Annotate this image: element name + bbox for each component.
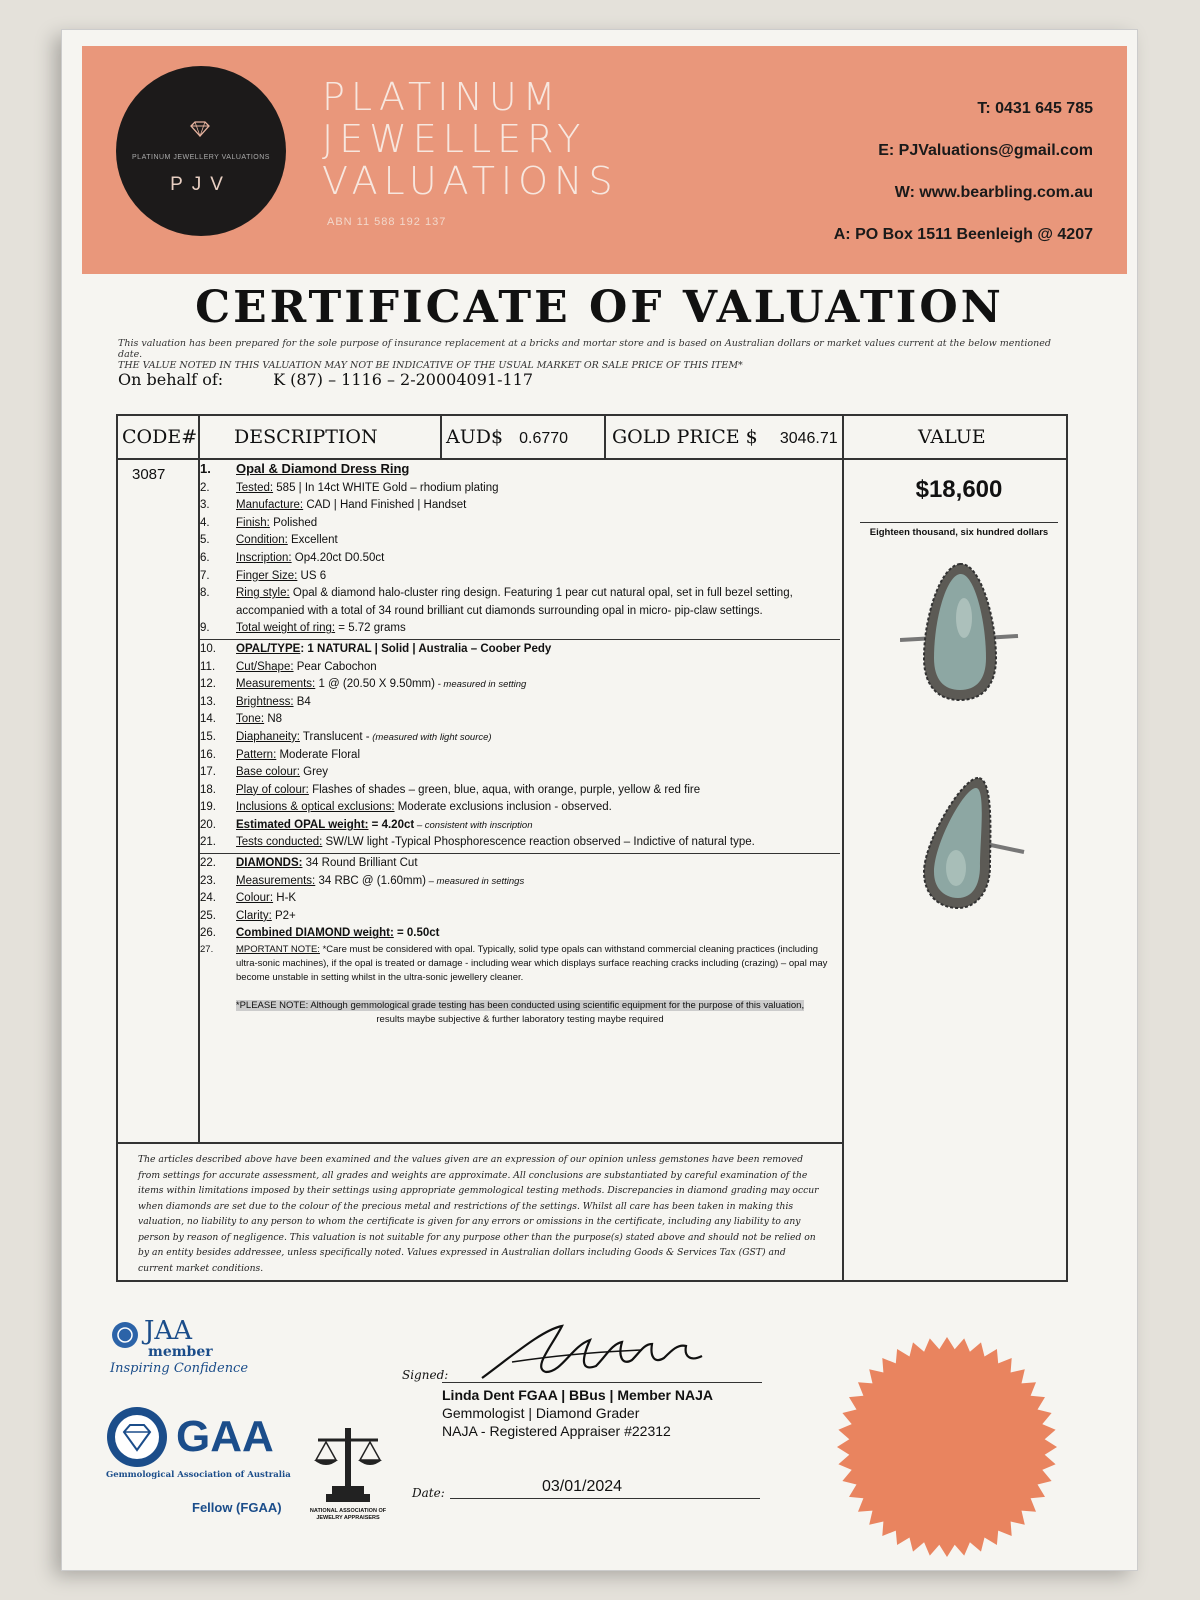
item-value: Op4.20ct D0.50ct xyxy=(291,551,385,564)
disclaimer-line: THE VALUE NOTED IN THIS VALUATION MAY NOT BE INDICATIVE OF THE USUAL MARKET OR SALE PRICE OF THIS ITEM* xyxy=(118,360,743,371)
item-key: Clarity: xyxy=(236,909,272,922)
item-key: Diaphaneity: xyxy=(236,730,300,743)
address: A: PO Box 1511 Beenleigh @ 4207 xyxy=(833,226,1093,243)
item-key: Finish: xyxy=(236,516,270,529)
phone: T: 0431 645 785 xyxy=(977,100,1093,117)
item-key: Combined DIAMOND weight: xyxy=(236,927,394,940)
code-header: CODE# xyxy=(122,426,198,448)
item-number: 21. xyxy=(200,836,216,849)
gold-cell xyxy=(612,416,838,458)
jaa-gem-icon xyxy=(110,1320,140,1350)
description-item xyxy=(200,764,840,782)
valuation-table xyxy=(116,414,1068,1282)
item-value: Grey xyxy=(299,766,329,779)
item-value: Flashes of shades – green, blue, aqua, with orange, purple, yellow & red fire xyxy=(308,783,701,796)
description-list xyxy=(200,460,840,1027)
signer-name: Linda Dent FGAA | BBus | Member NAJA xyxy=(442,1387,714,1403)
description-item xyxy=(200,497,840,515)
item-note: – measured in settings xyxy=(426,875,525,887)
item-number: 15. xyxy=(200,730,216,743)
item-key: Tested: xyxy=(236,481,274,494)
item-code: 3087 xyxy=(132,466,166,483)
signer-role: Gemmologist | Diamond Grader xyxy=(442,1405,640,1421)
item-number: 17. xyxy=(200,766,216,779)
item-value: N8 xyxy=(264,713,283,726)
item-number: 20. xyxy=(200,818,216,831)
item-value: B4 xyxy=(293,695,311,708)
signer-registration: NAJA - Registered Appraiser #22312 xyxy=(442,1423,671,1439)
brand-line: JEWELLERY xyxy=(322,117,587,161)
description-item xyxy=(200,676,840,694)
item-note: - measured in setting xyxy=(434,679,527,691)
description-item xyxy=(200,908,840,926)
certificate-page xyxy=(62,30,1137,1570)
item-value: 34 RBC @ (1.60mm) xyxy=(315,874,426,887)
item-key: Cut/Shape: xyxy=(236,660,294,673)
diamond-icon xyxy=(189,121,211,137)
item-key: MPORTANT NOTE: xyxy=(236,944,320,956)
date-label: Date: xyxy=(412,1486,445,1500)
item-number: 4. xyxy=(200,516,210,529)
item-number: 26. xyxy=(200,927,216,940)
item-value: 1 @ (20.50 X 9.50mm) xyxy=(315,678,435,691)
gaa-seal-icon xyxy=(106,1406,168,1468)
section-divider xyxy=(200,853,840,854)
website: W: www.bearbling.com.au xyxy=(894,184,1093,201)
item-number: 1. xyxy=(200,461,211,476)
item-number: 11. xyxy=(200,660,216,673)
item-number: 12. xyxy=(200,678,216,691)
item-key: Base colour: xyxy=(236,766,300,779)
jaa-text: JAA xyxy=(144,1316,192,1346)
description-item xyxy=(200,641,840,659)
gaa-subtitle: Gemmological Association of Australia xyxy=(106,1470,291,1480)
item-key: DIAMONDS: xyxy=(236,857,303,870)
item-key: Brightness: xyxy=(236,695,294,708)
item-value: Translucent - xyxy=(299,730,370,743)
letterhead xyxy=(82,46,1127,274)
brand-line: PLATINUM xyxy=(322,75,562,119)
item-number: 6. xyxy=(200,551,210,564)
item-number: 10. xyxy=(200,642,216,655)
item-key: Total weight of ring: xyxy=(236,622,336,635)
footnote: The articles described above have been examined and the values given are an expression of our opinion unless gemstones have been removed from settings for accurate assessment, all grades and weights are approximate. All conclusions are substantiated by careful examination of the items within limitations imposed by their settings using appropriate gemmological testing methods. Discrepancies in diamond grading may occur when diamonds are set due to the colour of the precious metal and restrictions of the settings. Whilst all care has been taken in making this valuation, no liability to any person to whom the certificate is given for any errors or omissions in the certificate, including any liability to any person by reason of negligence. This valuation is not suitable for any purpose other than the purpose(s) stated above and should not be relied on by an entity besides addressee, unless specifically noted. Values expressed in Australian dollars including Goods & Services Tax (GST) and current market conditions. xyxy=(118,1142,842,1280)
jaa-member: member xyxy=(148,1344,213,1360)
description-item xyxy=(200,873,840,891)
description-item xyxy=(200,515,840,533)
pjv-logo xyxy=(116,66,286,236)
description-item xyxy=(200,729,840,747)
behalf-label: On behalf of: xyxy=(118,370,224,389)
item-key: Pattern: xyxy=(236,748,277,761)
item-number: 13. xyxy=(200,695,216,708)
description-item xyxy=(200,925,840,943)
description-item xyxy=(200,782,840,800)
seal-sticker xyxy=(834,1334,1060,1560)
item-key: OPAL/TYPE xyxy=(236,642,301,655)
description-item xyxy=(200,585,840,620)
naja-text: NATIONAL ASSOCIATION OF JEWELRY APPRAISERS xyxy=(309,1508,387,1521)
behalf-value: K (87) – 1116 – 2-20004091-117 xyxy=(273,370,534,389)
ring-photo-front xyxy=(900,558,1020,718)
item-number: 23. xyxy=(200,874,216,887)
item-key: Manufacture: xyxy=(236,499,304,512)
signed-label: Signed: xyxy=(402,1368,449,1382)
jaa-tagline: Inspiring Confidence xyxy=(110,1361,249,1376)
description-item xyxy=(200,568,840,586)
description-item xyxy=(200,834,840,852)
value-header: VALUE xyxy=(918,426,986,448)
item-value: 585 | In 14ct WHITE Gold – rhodium plating xyxy=(273,481,499,494)
item-value: = 5.72 grams xyxy=(335,622,406,635)
item-key: Opal & Diamond Dress Ring xyxy=(236,461,410,476)
description-item xyxy=(200,855,840,873)
item-number: 16. xyxy=(200,748,216,761)
item-value: : 1 NATURAL | Solid | Australia – Coober Pedy xyxy=(300,642,552,655)
item-value: Excellent xyxy=(287,534,338,547)
seal-shape xyxy=(837,1337,1057,1557)
description-item xyxy=(200,711,840,729)
item-value: = 0.50ct xyxy=(393,927,440,940)
signature-line xyxy=(442,1382,762,1383)
item-key: Colour: xyxy=(236,892,274,905)
description-item xyxy=(200,694,840,712)
description-item xyxy=(200,620,840,638)
item-value: Pear Cabochon xyxy=(293,660,377,673)
brand-name xyxy=(322,76,619,202)
description-header: DESCRIPTION xyxy=(234,426,378,448)
description-item xyxy=(200,659,840,677)
fellow-label: Fellow (FGAA) xyxy=(192,1500,282,1515)
page-title: CERTIFICATE OF VALUATION xyxy=(195,282,1004,333)
description-item xyxy=(200,550,840,568)
item-value: Opal & diamond halo-cluster ring design. Featuring 1 pear cut natural opal, set in full bezel setting, accompanied with a total of 34 round brilliant cut diamonds surrounding opal in micro- pip-claw settings. xyxy=(236,587,793,617)
item-number: 8. xyxy=(200,587,210,600)
item-number: 9. xyxy=(200,622,210,635)
jaa-logo xyxy=(110,1316,249,1376)
gold-label: GOLD PRICE $ xyxy=(612,426,758,448)
contact-block xyxy=(834,88,1093,256)
item-key: Tone: xyxy=(236,713,265,726)
item-key: Inscription: xyxy=(236,551,292,564)
item-number: 24. xyxy=(200,892,216,905)
item-number: 2. xyxy=(200,481,210,494)
item-note: – consistent with inscription xyxy=(414,819,533,831)
on-behalf-of xyxy=(118,370,533,389)
signature xyxy=(472,1316,722,1386)
item-value: = 4.20ct xyxy=(368,818,415,831)
email: E: PJValuations@gmail.com xyxy=(878,142,1093,159)
item-value: P2+ xyxy=(271,909,296,922)
item-number: 3. xyxy=(200,499,210,512)
item-number: 14. xyxy=(200,713,216,726)
disclaimer-line: This valuation has been prepared for the sole purpose of insurance replacement at a bricks and mortar store and is based on Australian dollars or market values current at the below mentioned date. xyxy=(118,338,1051,360)
item-value: 34 Round Brilliant Cut xyxy=(302,857,418,870)
logo-initials: PJV xyxy=(170,174,232,195)
value-amount: $18,600 xyxy=(915,476,1003,503)
please-note xyxy=(200,999,840,1027)
brand-line: VALUATIONS xyxy=(322,159,619,203)
item-key: Ring style: xyxy=(236,587,290,600)
aud-label: AUD$ xyxy=(446,426,504,448)
item-key: Measurements: xyxy=(236,874,316,887)
item-number: 5. xyxy=(200,534,210,547)
aud-cell xyxy=(446,416,568,458)
item-key: Tests conducted: xyxy=(236,836,323,849)
item-key: Condition: xyxy=(236,534,288,547)
description-item xyxy=(200,480,840,498)
item-note: (measured with light source) xyxy=(369,731,492,743)
description-item xyxy=(200,747,840,765)
item-number: 19. xyxy=(200,801,216,814)
date-line xyxy=(450,1498,760,1499)
scales-icon xyxy=(312,1420,384,1504)
date-value: 03/01/2024 xyxy=(542,1478,623,1495)
item-value: Polished xyxy=(269,516,318,529)
value-in-words: Eighteen thousand, six hundred dollars xyxy=(860,522,1058,538)
please-note-line: results maybe subjective & further laboratory testing maybe required xyxy=(376,1014,664,1026)
item-value: US 6 xyxy=(297,569,327,582)
item-number: 25. xyxy=(200,909,216,922)
description-item xyxy=(200,890,840,908)
signer-block xyxy=(442,1386,713,1440)
gaa-text: GAA xyxy=(176,1412,274,1461)
item-number: 7. xyxy=(200,569,210,582)
item-key: Play of colour: xyxy=(236,783,309,796)
gold-value: 3046.71 xyxy=(779,430,838,447)
logo-ring-text: PLATINUM JEWELLERY VALUATIONS xyxy=(132,154,270,161)
description-item xyxy=(200,460,840,480)
item-value: SW/LW light -Typical Phosphorescence reaction observed – Indictive of natural type. xyxy=(322,836,755,849)
footer xyxy=(62,1280,1137,1560)
aud-value: 0.6770 xyxy=(519,430,569,447)
item-value: CAD | Hand Finished | Handset xyxy=(303,499,467,512)
ring-photo-side xyxy=(906,772,1026,922)
description-item xyxy=(200,817,840,835)
please-note-line: *PLEASE NOTE: Although gemmological grade testing has been conducted using scientific equipment for the purpose of this valuation, xyxy=(235,1000,805,1012)
item-number: 27. xyxy=(200,944,214,956)
item-key: Inclusions & optical exclusions: xyxy=(236,801,395,814)
description-item xyxy=(200,532,840,550)
item-key: Measurements: xyxy=(236,678,316,691)
abn-number: ABN 11 588 192 137 xyxy=(327,216,447,228)
item-number: 22. xyxy=(200,857,216,870)
item-value: *Care must be considered with opal. Typically, solid type opals can withstand commercial cleaning practices (including ultra-sonic machines), if the opal is treated or damage - including wear which displays surface reaching cracks including (crazing) – opal may become unstable in setting whilst in the ultra-sonic jewellery cleaner. xyxy=(236,944,828,984)
item-value: Moderate exclusions inclusion - observed. xyxy=(394,801,612,814)
description-item xyxy=(200,943,840,985)
item-key: Estimated OPAL weight: xyxy=(236,818,369,831)
item-number: 18. xyxy=(200,783,216,796)
item-key: Finger Size: xyxy=(236,569,298,582)
disclaimer xyxy=(118,338,1078,371)
item-value: Moderate Floral xyxy=(276,748,361,761)
description-item xyxy=(200,799,840,817)
section-divider xyxy=(200,639,840,640)
item-value: H-K xyxy=(273,892,297,905)
